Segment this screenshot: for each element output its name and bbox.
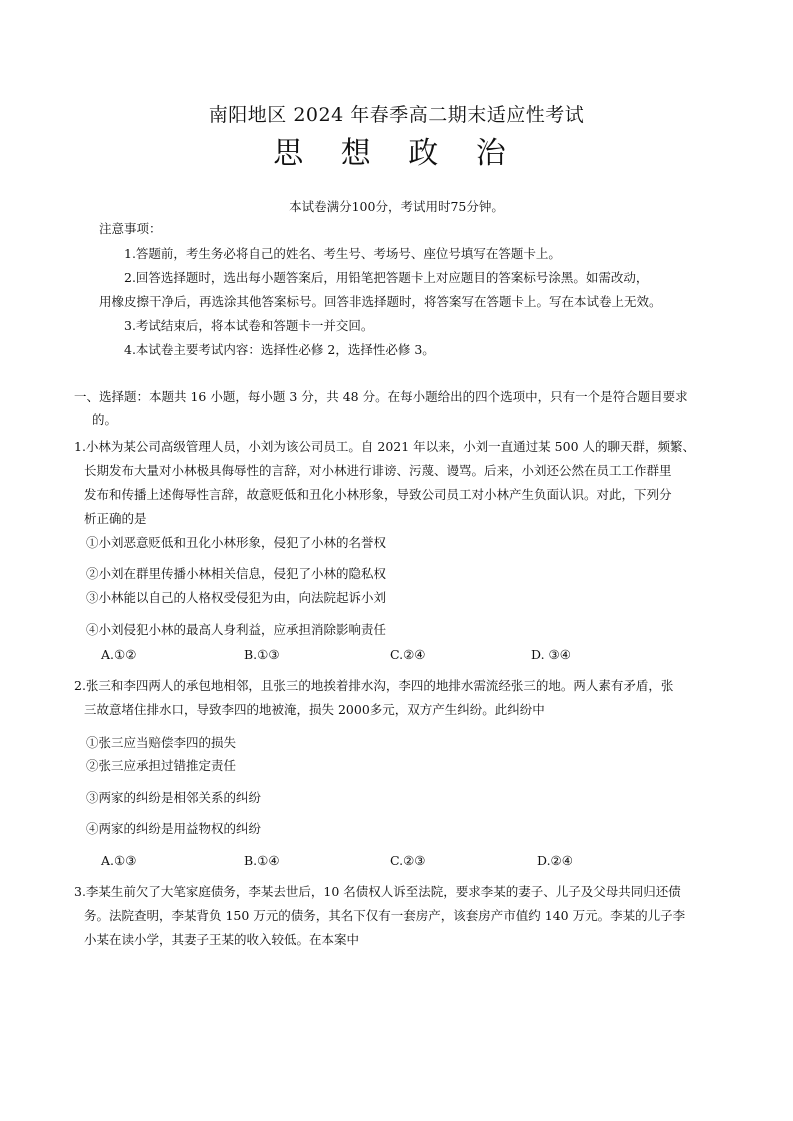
- notice-item: 4.本试卷主要考试内容：选择性必修 2，选择性必修 3。: [124, 342, 435, 357]
- q2-option-d: D.②④: [537, 853, 573, 868]
- q2-stem-line: 三故意堵住排水口，导致李四的地被淹，损失 2000多元，双方产生纠纷。此纠纷中: [84, 702, 545, 717]
- section-heading: 一、选择题：本题共 16 小题，每小题 3 分，共 48 分。在每小题给出的四个选项中，只有一个是符合题目要求: [74, 389, 688, 404]
- q2-option-a: A.①③: [101, 853, 137, 868]
- q1-stem-line: 长期发布大量对小林极具侮辱性的言辞，对小林进行诽谤、污蔑、谩骂。后来，小刘还公然在员工工作群里: [84, 463, 672, 478]
- exam-intro: 本试卷满分100分，考试用时75分钟。: [289, 199, 504, 214]
- subject-title: 思 想 政 治: [273, 136, 520, 171]
- q2-statement: ①张三应当赔偿李四的损失: [86, 735, 237, 750]
- q3-stem-line: 务。法院查明，李某背负 150 万元的债务，其名下仅有一套房产，该套房产市值约 140 万元。李某的儿子李: [84, 908, 686, 923]
- q1-stem-line: 1.小林为某公司高级管理人员，小刘为该公司员工。自 2021 年以来，小刘一直通过某 500 人的聊天群，频繁、: [74, 439, 695, 454]
- notice-item: 2.回答选择题时，选出每小题答案后，用铅笔把答题卡上对应题目的答案标号涂黑。如需改动，: [124, 270, 649, 285]
- q1-statement: ①小刘恶意贬低和丑化小林形象，侵犯了小林的名誉权: [86, 535, 387, 550]
- q3-stem-line: 小某在读小学，其妻子王某的收入较低。在本案中: [84, 932, 360, 947]
- q1-option-b: B.①③: [244, 647, 280, 662]
- q1-option-c: C.②④: [390, 647, 426, 662]
- q1-stem-line: 发布和传播上述侮辱性言辞，故意贬低和丑化小林形象，导致公司员工对小林产生负面认识。对此，下列分: [84, 487, 672, 502]
- notice-heading: 注意事项：: [99, 221, 162, 236]
- notice-item: 1.答题前，考生务必将自己的姓名、考生号、考场号、座位号填写在答题卡上。: [124, 246, 561, 261]
- q1-option-d: D. ③④: [531, 647, 571, 662]
- q1-option-a: A.①②: [101, 647, 137, 662]
- q1-stem-line: 析正确的是: [84, 511, 147, 526]
- q2-statement: ③两家的纠纷是相邻关系的纠纷: [86, 790, 262, 805]
- q2-stem-line: 2.张三和李四两人的承包地相邻，且张三的地挨着排水沟，李四的地排水需流经张三的地。两人素有矛盾，张: [74, 678, 674, 693]
- notice-item: 用橡皮擦干净后，再选涂其他答案标号。回答非选择题时，将答案写在答题卡上。写在本试卷上无效。: [99, 294, 662, 309]
- q1-statement: ④小刘侵犯小林的最高人身利益，应承担消除影响责任: [86, 622, 387, 637]
- q2-option-c: C.②③: [390, 853, 426, 868]
- q3-stem-line: 3.李某生前欠了大笔家庭债务，李某去世后，10 名债权人诉至法院，要求李某的妻子、儿子及父母共同归还债: [74, 884, 681, 899]
- notice-item: 3.考试结束后，将本试卷和答题卡一并交回。: [124, 318, 374, 333]
- q2-statement: ④两家的纠纷是用益物权的纠纷: [86, 821, 262, 836]
- q1-statement: ②小刘在群里传播小林相关信息，侵犯了小林的隐私权: [86, 566, 387, 581]
- q2-option-b: B.①④: [244, 853, 280, 868]
- exam-title: 南阳地区 2024 年春季高二期末适应性考试: [208, 104, 585, 126]
- q1-statement: ③小林能以自己的人格权受侵犯为由，向法院起诉小刘: [86, 590, 387, 605]
- section-heading-cont: 的。: [92, 412, 118, 427]
- q2-statement: ②张三应承担过错推定责任: [86, 758, 237, 773]
